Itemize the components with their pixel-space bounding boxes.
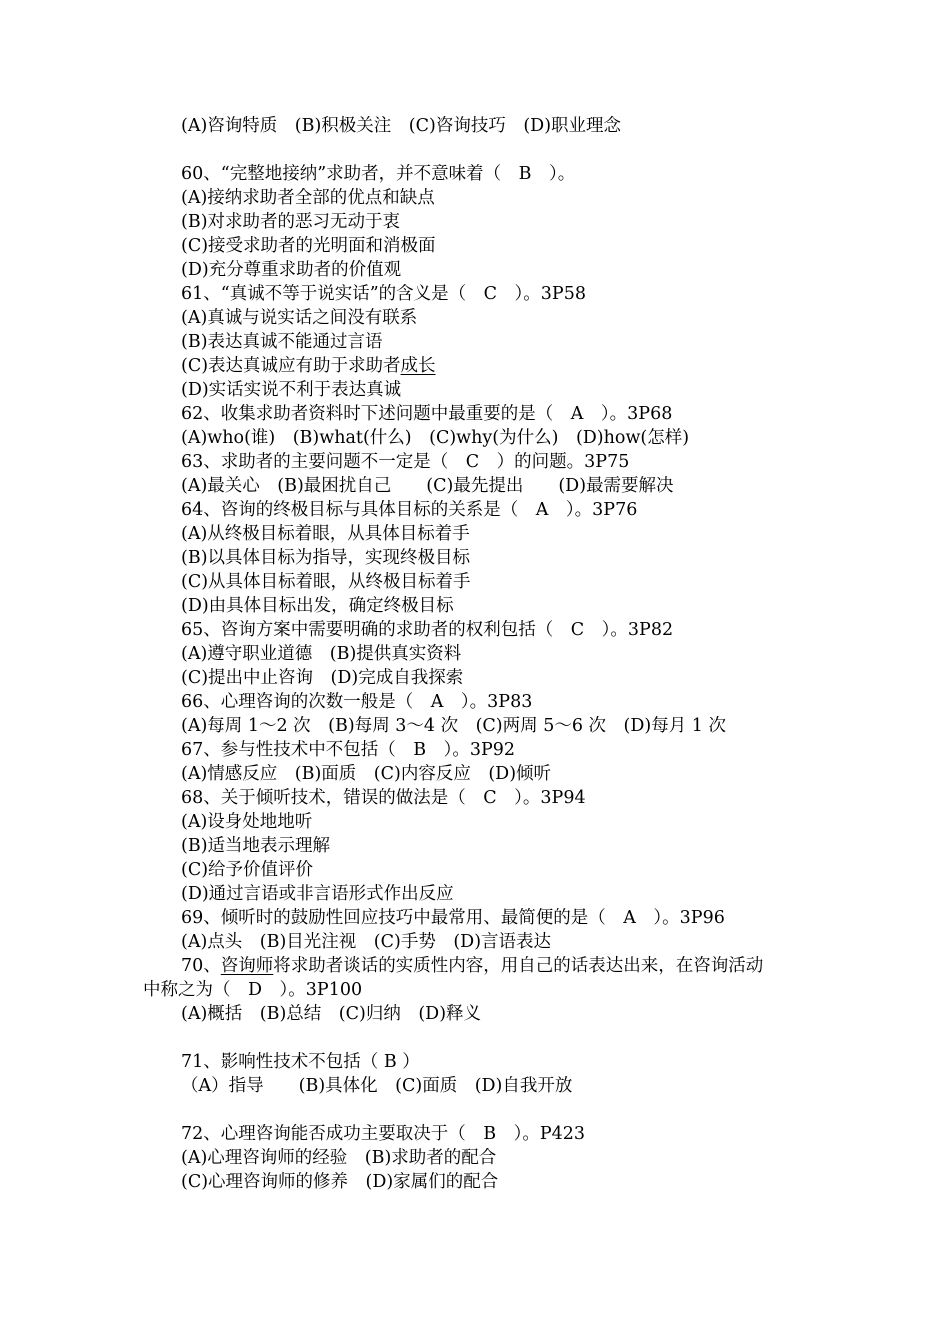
line-text: (B)以具体目标为指导，实现终极目标 [181, 548, 471, 568]
line-text: (D)实话实说不利于表达真诚 [181, 380, 402, 400]
line-text: 70、 [181, 956, 221, 976]
line-text: (A)从终极目标着眼，从具体目标着手 [181, 524, 470, 544]
underlined-text: 咨询师 [220, 956, 274, 976]
line-text: (C)接受求助者的光明面和消极面 [181, 236, 436, 256]
text-line [181, 402, 672, 426]
text-line [181, 1002, 481, 1026]
text-line [181, 450, 629, 474]
line-text: 63、求助者的主要问题不一定是（ C ）的问题。3P75 [181, 452, 630, 472]
line-text: 72、心理咨询能否成功主要取决于（ B ）。P423 [181, 1124, 586, 1144]
line-text: 60、“完整地接纳”求助者，并不意味着（ B ）。 [181, 164, 576, 184]
text-line [181, 834, 330, 858]
text-line [181, 354, 436, 378]
text-line [181, 1146, 496, 1170]
text-line [181, 426, 689, 450]
line-text: 69、倾听时的鼓励性回应技巧中最常用、最简便的是（ A ）。3P96 [181, 908, 725, 928]
line-text: (B)对求助者的恶习无动于衷 [181, 212, 401, 232]
line-text: （A）指导 (B)具体化 (C)面质 (D)自我开放 [181, 1076, 573, 1096]
line-text: 64、咨询的终极目标与具体目标的关系是（ A ）。3P76 [181, 500, 638, 520]
line-text: (B)适当地表示理解 [181, 836, 331, 856]
text-line [181, 930, 551, 954]
text-line [181, 162, 575, 186]
text-line [181, 882, 454, 906]
line-text: 66、心理咨询的次数一般是（ A ）。3P83 [181, 692, 533, 712]
line-text: (A)接纳求助者全部的优点和缺点 [181, 188, 435, 208]
line-text: 中称之为（ D ）。3P100 [143, 980, 363, 1000]
text-line [181, 1170, 498, 1194]
text-line [181, 210, 400, 234]
text-line [181, 690, 532, 714]
text-line [181, 594, 454, 618]
text-line [181, 954, 763, 978]
text-line [181, 474, 674, 498]
line-text: (C)给予价值评价 [181, 860, 314, 880]
line-text: 61、“真诚不等于说实话”的含义是（ C ）。3P58 [181, 284, 586, 304]
line-text: (A)最关心 (B)最困扰自己 (C)最先提出 (D)最需要解决 [181, 476, 674, 496]
line-text: (C)心理咨询师的修养 (D)家属们的配合 [181, 1172, 499, 1192]
text-line [181, 498, 637, 522]
text-line [181, 858, 313, 882]
line-text: (B)表达真诚不能通过言语 [181, 332, 383, 352]
text-line [181, 714, 726, 738]
line-text: (A)真诚与说实话之间没有联系 [181, 308, 418, 328]
line-text: (C)提出中止咨询 (D)完成自我探索 [181, 668, 464, 688]
text-line [181, 330, 383, 354]
line-text: (D)由具体目标出发，确定终极目标 [181, 596, 454, 616]
text-line [181, 1050, 420, 1074]
line-text: (A)who(谁) (B)what(什么) (C)why(为什么) (D)how(怎样) [181, 428, 690, 448]
line-text: (D)充分尊重求助者的价值观 [181, 260, 402, 280]
text-line [143, 978, 362, 1002]
line-text: (C)从具体目标着眼，从终极目标着手 [181, 572, 471, 592]
line-text: (A)设身处地地听 [181, 812, 313, 832]
line-text: (A)心理咨询师的经验 (B)求助者的配合 [181, 1148, 497, 1168]
line-text: (A)情感反应 (B)面质 (C)内容反应 (D)倾听 [181, 764, 552, 784]
text-line [181, 642, 461, 666]
text-line [181, 186, 435, 210]
text-line [181, 546, 470, 570]
text-line [181, 522, 470, 546]
line-text: (A)概括 (B)总结 (C)归纳 (D)释义 [181, 1004, 482, 1024]
text-line [181, 282, 586, 306]
line-text: (A)点头 (B)目光注视 (C)手势 (D)言语表达 [181, 932, 552, 952]
text-line [181, 378, 401, 402]
text-line [181, 618, 673, 642]
line-text: (A)遵守职业道德 (B)提供真实资料 [181, 644, 462, 664]
line-text: (A)每周 1～2 次 (B)每周 3～4 次 (C)两周 5～6 次 (D)每月 1 次 [181, 716, 726, 736]
underlined-text: 成长 [400, 356, 436, 376]
line-text: (D)通过言语或非言语形式作出反应 [181, 884, 454, 904]
line-text: 62、收集求助者资料时下述问题中最重要的是（ A ）。3P68 [181, 404, 673, 424]
text-line [181, 234, 436, 258]
line-text: 68、关于倾听技术，错误的做法是（ C ）。3P94 [181, 788, 586, 808]
text-line [181, 306, 417, 330]
text-line [181, 570, 471, 594]
text-line [181, 1074, 572, 1098]
line-text: (A)咨询特质 (B)积极关注 (C)咨询技巧 (D)职业理念 [181, 116, 622, 136]
text-line [181, 258, 401, 282]
line-text: (C)表达真诚应有助于求助者 [181, 356, 401, 376]
text-line [181, 738, 515, 762]
line-text: 67、参与性技术中不包括（ B ）。3P92 [181, 740, 516, 760]
text-line [181, 114, 621, 138]
text-line [181, 906, 725, 930]
text-line [181, 762, 551, 786]
line-text-tail: 将求助者谈话的实质性内容，用自己的话表达出来，在咨询活动 [273, 956, 764, 976]
text-line [181, 1122, 585, 1146]
text-line [181, 786, 586, 810]
line-text: 65、咨询方案中需要明确的求助者的权利包括（ C ）。3P82 [181, 620, 674, 640]
text-line [181, 810, 312, 834]
line-text: 71、影响性技术不包括（ B ） [181, 1052, 420, 1072]
text-line [181, 666, 463, 690]
